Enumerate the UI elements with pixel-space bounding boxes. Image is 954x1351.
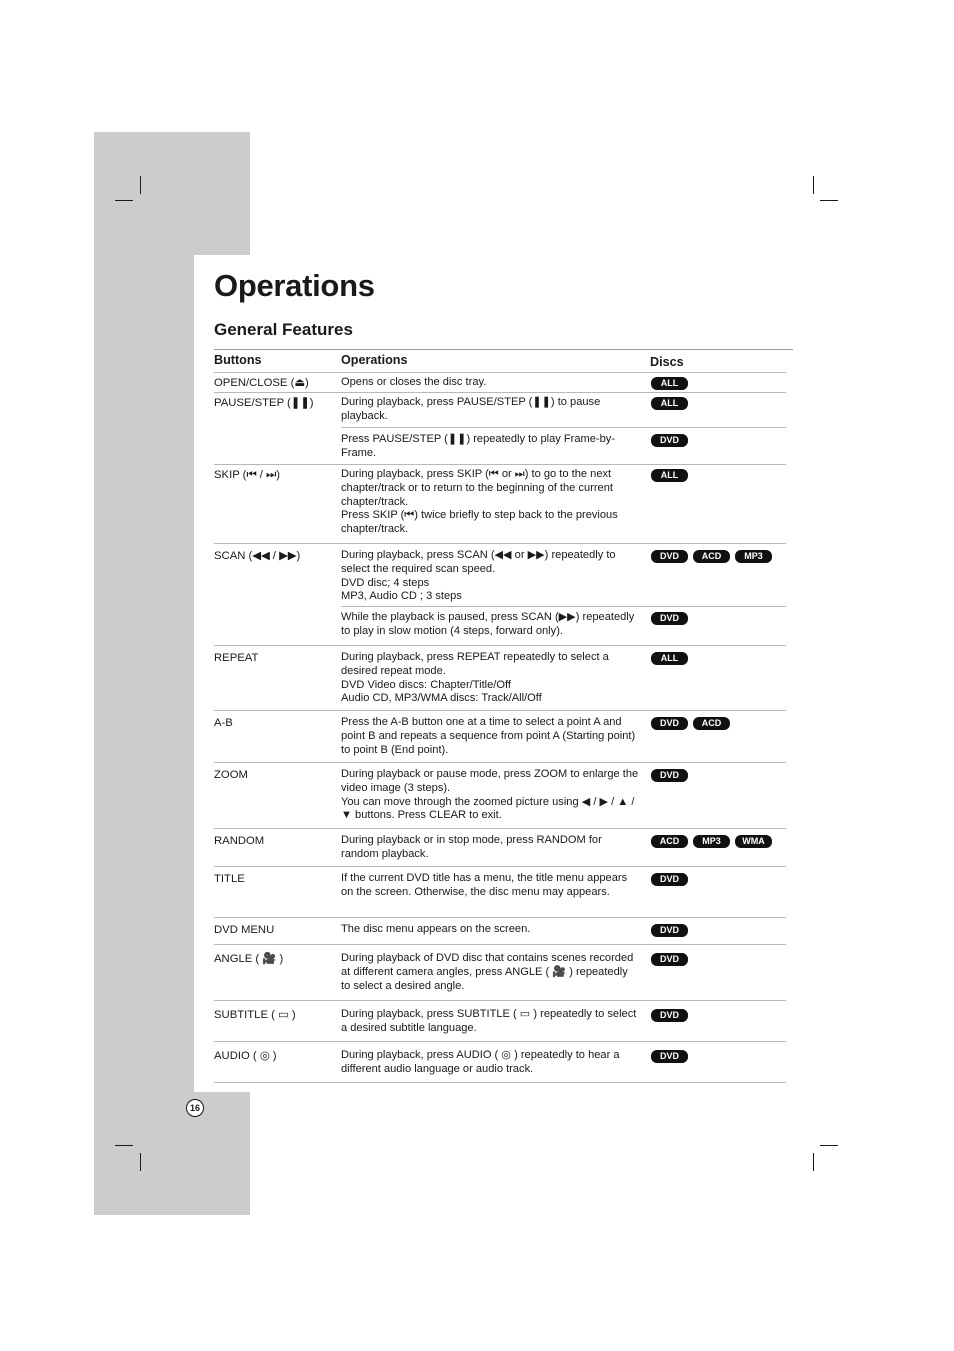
crop-mark bbox=[115, 200, 133, 201]
disc-badge-all: ALL bbox=[651, 377, 688, 390]
operation-entry bbox=[341, 945, 786, 993]
disc-badge-acd: ACD bbox=[651, 835, 688, 848]
disc-badges bbox=[651, 652, 688, 665]
gray-margin-left bbox=[94, 255, 194, 1092]
gray-margin-bottom bbox=[94, 1092, 250, 1215]
operation-entry bbox=[341, 393, 786, 427]
disc-badge-dvd: DVD bbox=[651, 873, 688, 886]
button-name-title: TITLE bbox=[214, 873, 245, 885]
page-title: Operations bbox=[214, 268, 375, 303]
table-row bbox=[214, 867, 786, 918]
operation-entry bbox=[341, 711, 786, 757]
table-header bbox=[214, 350, 786, 373]
disc-badge-acd: ACD bbox=[693, 550, 730, 563]
disc-badge-dvd: DVD bbox=[651, 550, 688, 563]
operation-text: If the current DVD title has a menu, the title menu appears on the screen. Otherwise, the disc menu may appears. bbox=[341, 872, 628, 898]
operation-entry bbox=[341, 606, 786, 645]
disc-badges bbox=[651, 434, 688, 447]
crop-mark bbox=[813, 1153, 814, 1171]
crop-mark bbox=[820, 200, 838, 201]
button-name-zoom: ZOOM bbox=[214, 769, 248, 781]
disc-badge-mp3: MP3 bbox=[693, 835, 730, 848]
operation-text: Opens or closes the disc tray. bbox=[341, 376, 487, 388]
operation-text: During playback or pause mode, press ZOOM to enlarge the video image (3 steps). You can move through the zoomed picture using ◀ / ▶ / ▲ / ▼ buttons. Press CLEAR to exit. bbox=[341, 768, 639, 822]
table-row bbox=[214, 465, 786, 544]
operation-text: Press PAUSE/STEP (❚❚) repeatedly to play Frame-by-Frame. bbox=[341, 433, 616, 459]
operation-text: During playback, press PAUSE/STEP (❚❚) to pause playback. bbox=[341, 396, 601, 422]
crop-mark bbox=[813, 176, 814, 194]
disc-badges bbox=[651, 469, 688, 482]
disc-badges bbox=[651, 835, 772, 848]
button-name-angle: ANGLE ( 🎥 ) bbox=[214, 953, 284, 965]
disc-badges bbox=[651, 397, 688, 410]
operation-text: During playback, press REPEAT repeatedly to select a desired repeat mode. DVD Video discs: Chapter/Title/Off Audio CD, MP3/WMA discs: Track/All/Off bbox=[341, 651, 609, 705]
disc-badge-acd: ACD bbox=[693, 717, 730, 730]
table-row bbox=[214, 918, 786, 945]
operation-entry bbox=[341, 465, 786, 542]
header-discs: Discs bbox=[650, 355, 684, 369]
disc-badges bbox=[651, 612, 688, 625]
disc-badge-dvd: DVD bbox=[651, 434, 688, 447]
button-name-audio: AUDIO ( ◎ ) bbox=[214, 1050, 277, 1062]
operation-entry bbox=[341, 427, 786, 464]
table-row bbox=[214, 646, 786, 711]
crop-mark bbox=[140, 1153, 141, 1171]
disc-badges bbox=[651, 953, 688, 966]
crop-mark bbox=[140, 176, 141, 194]
crop-mark bbox=[820, 1145, 838, 1146]
gray-margin-top bbox=[94, 132, 250, 255]
operation-entry bbox=[341, 373, 786, 390]
operation-text: During playback, press SUBTITLE ( ▭ ) repeatedly to select a desired subtitle language. bbox=[341, 1008, 637, 1034]
disc-badge-dvd: DVD bbox=[651, 924, 688, 937]
disc-badges bbox=[651, 1009, 688, 1022]
features-table bbox=[214, 349, 793, 1083]
operation-text: During playback or in stop mode, press RANDOM for random playback. bbox=[341, 834, 602, 860]
operation-entry bbox=[341, 763, 786, 823]
operation-text: During playback, press SKIP (⏮ or ⏭) to go to the next chapter/track or to return to the beginning of the current chapter/track. Press SKIP (⏮) twice briefly to step back to the previous chapter/track. bbox=[341, 468, 618, 536]
operation-entry bbox=[341, 829, 786, 862]
disc-badge-mp3: MP3 bbox=[735, 550, 772, 563]
operation-entry bbox=[341, 1042, 786, 1077]
button-name-random: RANDOM bbox=[214, 835, 265, 847]
operation-entry bbox=[341, 544, 786, 606]
table-row bbox=[214, 1042, 786, 1083]
section-title: General Features bbox=[214, 320, 353, 339]
button-name-skip: SKIP (⏮ / ⏭) bbox=[214, 469, 280, 481]
operation-entry bbox=[341, 918, 786, 937]
table-row bbox=[214, 945, 786, 1001]
table-body bbox=[214, 373, 793, 1083]
button-name-scan: SCAN (◀◀ / ▶▶) bbox=[214, 550, 301, 562]
disc-badges bbox=[651, 717, 730, 730]
disc-badge-dvd: DVD bbox=[651, 769, 688, 782]
table-row bbox=[214, 393, 786, 465]
table-row bbox=[214, 1001, 786, 1042]
operation-entry bbox=[341, 867, 786, 900]
operation-text: During playback of DVD disc that contains scenes recorded at different camera angles, press ANGLE ( 🎥 ) repeatedly to select a desired angle. bbox=[341, 952, 634, 992]
disc-badge-dvd: DVD bbox=[651, 953, 688, 966]
operation-text: During playback, press SCAN (◀◀ or ▶▶) repeatedly to select the required scan speed. DVD disc; 4 steps MP3, Audio CD ; 3 steps bbox=[341, 549, 616, 603]
button-name-pause-step: PAUSE/STEP (❚❚) bbox=[214, 397, 314, 409]
button-name-dvd-menu: DVD MENU bbox=[214, 924, 275, 936]
header-operations: Operations bbox=[341, 353, 408, 367]
table-row bbox=[214, 829, 786, 867]
button-name-open-close: OPEN/CLOSE (⏏) bbox=[214, 377, 309, 389]
button-name-repeat: REPEAT bbox=[214, 652, 259, 664]
table-row bbox=[214, 373, 786, 393]
operation-text: The disc menu appears on the screen. bbox=[341, 923, 531, 935]
button-name-a-b: A-B bbox=[214, 717, 233, 729]
operation-entry bbox=[341, 646, 786, 706]
disc-badges bbox=[651, 550, 772, 563]
disc-badge-dvd: DVD bbox=[651, 1050, 688, 1063]
page-number: 16 bbox=[186, 1099, 204, 1117]
operation-text: While the playback is paused, press SCAN (▶▶) repeatedly to play in slow motion (4 steps, forward only). bbox=[341, 611, 635, 637]
disc-badge-dvd: DVD bbox=[651, 612, 688, 625]
disc-badge-all: ALL bbox=[651, 652, 688, 665]
disc-badges bbox=[651, 769, 688, 782]
header-buttons: Buttons bbox=[214, 353, 262, 367]
operation-text: Press the A-B button one at a time to select a point A and point B and repeats a sequence from point A (Starting point) to point B (End point). bbox=[341, 716, 636, 756]
button-name-subtitle: SUBTITLE ( ▭ ) bbox=[214, 1009, 296, 1021]
disc-badge-dvd: DVD bbox=[651, 1009, 688, 1022]
disc-badge-all: ALL bbox=[651, 469, 688, 482]
disc-badges bbox=[651, 924, 688, 937]
crop-mark bbox=[115, 1145, 133, 1146]
table-row bbox=[214, 544, 786, 646]
disc-badges bbox=[651, 1050, 688, 1063]
operation-entry bbox=[341, 1001, 786, 1036]
table-row bbox=[214, 763, 786, 829]
disc-badges bbox=[651, 873, 688, 886]
disc-badge-all: ALL bbox=[651, 397, 688, 410]
operation-text: During playback, press AUDIO ( ◎ ) repeatedly to hear a different audio language or audio track. bbox=[341, 1049, 620, 1075]
table-row bbox=[214, 711, 786, 763]
disc-badges bbox=[651, 377, 688, 390]
disc-badge-dvd: DVD bbox=[651, 717, 688, 730]
disc-badge-wma: WMA bbox=[735, 835, 772, 848]
